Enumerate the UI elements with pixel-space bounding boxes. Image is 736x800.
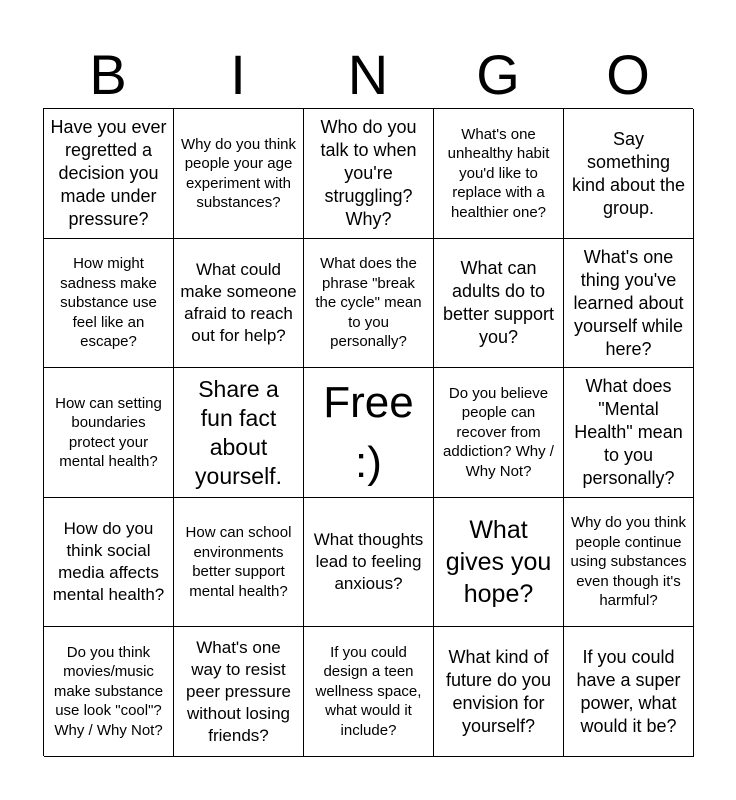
cell-text: If you could have a super power, what would it be? (576, 646, 681, 736)
cell-text: What can adults do to better support you? (442, 258, 555, 347)
cell-text: How might sadness make substance use feel like an escape? (60, 255, 157, 351)
bingo-cell[interactable] (174, 627, 304, 757)
bingo-cell[interactable] (304, 109, 434, 239)
bingo-cell[interactable] (174, 239, 304, 368)
bingo-cell[interactable] (564, 109, 694, 239)
bingo-card (43, 108, 693, 756)
bingo-cell[interactable] (434, 627, 564, 757)
cell-text: Say something kind about the group. (571, 128, 686, 218)
bingo-cell[interactable] (304, 627, 434, 757)
cell-text: What does "Mental Health" mean to you personally? (574, 376, 683, 488)
bingo-cell[interactable] (44, 368, 174, 498)
bingo-cell[interactable] (174, 109, 304, 239)
bingo-cell[interactable] (44, 109, 174, 239)
cell-text: How can setting boundaries protect your mental health? (55, 394, 162, 470)
bingo-cell[interactable] (44, 498, 174, 627)
bingo-cell[interactable] (434, 368, 564, 498)
cell-text: Why do you think people your age experiment with substances? (180, 135, 297, 211)
cell-text: What's one unhealthy habit you'd like to replace with a healthier one? (447, 125, 550, 221)
header-letter-b: B (89, 43, 127, 106)
cell-text: What kind of future do you envision for yourself? (445, 646, 552, 736)
free-space-text: Free :) (323, 377, 414, 487)
cell-text: What's one thing you've learned about yourself while here? (573, 246, 684, 359)
cell-text: What does the phrase "break the cycle" mean to you personally? (315, 255, 422, 351)
cell-text: What gives you hope? (445, 516, 552, 608)
bingo-cell[interactable] (564, 239, 694, 368)
cell-text: If you could design a teen wellness space, what would it include? (315, 643, 422, 739)
bingo-header (43, 42, 693, 108)
bingo-cell[interactable] (564, 627, 694, 757)
cell-text: Share a fun fact about yourself. (195, 375, 282, 489)
cell-text: Do you believe people can recover from addiction? Why / Why Not? (443, 384, 554, 480)
bingo-cell[interactable] (304, 239, 434, 368)
cell-text: What's one way to resist peer pressure without losing friends? (186, 637, 291, 745)
header-letter-i: I (230, 43, 246, 106)
cell-text: Why do you think people continue using substances even though it's harmful? (570, 514, 687, 610)
cell-text: How can school environments better support mental health? (185, 524, 292, 600)
bingo-cell[interactable] (44, 239, 174, 368)
bingo-cell[interactable] (564, 368, 694, 498)
header-letter-n: N (347, 43, 389, 106)
bingo-cell[interactable] (304, 498, 434, 627)
cell-text: Do you think movies/music make substance use look "cool"? Why / Why Not? (53, 643, 164, 739)
cell-text: What could make someone afraid to reach out for help? (180, 260, 297, 345)
cell-text: Who do you talk to when you're struggling? Why? (320, 117, 417, 229)
bingo-cell[interactable] (434, 239, 564, 368)
header-letter-o: O (606, 43, 650, 106)
cell-text: How do you think social media affects mental health? (52, 519, 165, 604)
header-letter-g: G (476, 43, 520, 106)
bingo-cell[interactable] (434, 498, 564, 627)
bingo-cell[interactable] (174, 498, 304, 627)
cell-text: Have you ever regretted a decision you made under pressure? (50, 117, 167, 229)
free-space-cell[interactable] (304, 368, 434, 498)
bingo-cell[interactable] (434, 109, 564, 239)
bingo-cell[interactable] (564, 498, 694, 627)
bingo-cell[interactable] (44, 627, 174, 757)
bingo-cell[interactable] (174, 368, 304, 498)
cell-text: What thoughts lead to feeling anxious? (313, 530, 424, 593)
